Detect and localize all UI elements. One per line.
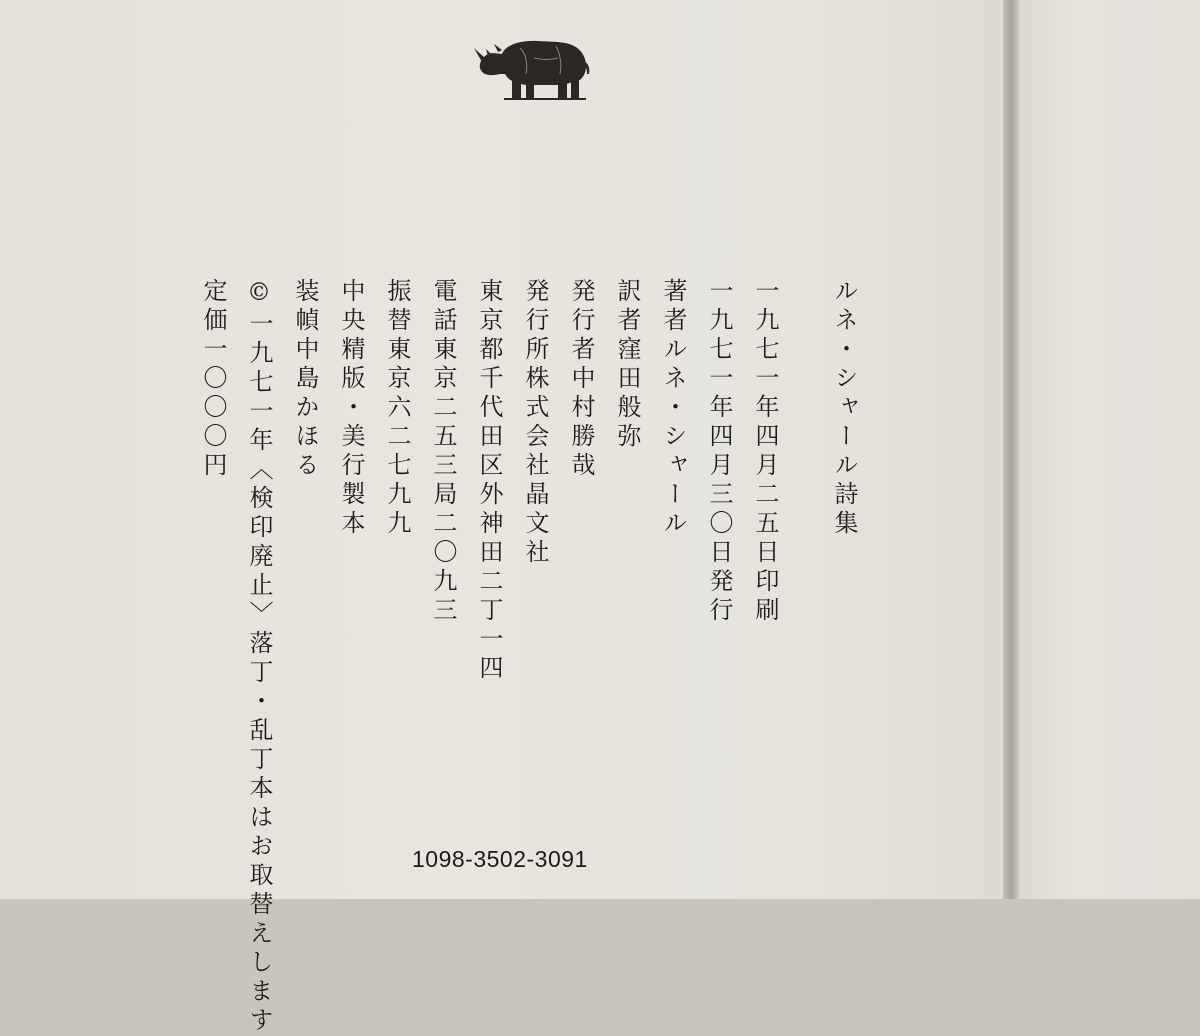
publish-date: 一九七一年四月三〇日発行 <box>705 278 733 626</box>
phone-line: 電話東京二五三局二〇九三 <box>429 278 457 626</box>
print-date: 一九七一年四月二五日印刷 <box>751 278 779 626</box>
price-line: 定価一〇〇〇円 <box>199 278 227 481</box>
author-line: 著者ルネ・シャール <box>659 278 687 539</box>
book-gutter <box>1003 0 1019 899</box>
book-title: ルネ・シャール詩集 <box>830 278 858 539</box>
translator-line: 訳者窪田般弥 <box>613 278 641 452</box>
cover-design-line: 装幀中島かほる <box>291 278 319 481</box>
copyright-line: ©一九七一年〈検印廃止〉落丁・乱丁本はお取替えします <box>245 278 273 1036</box>
right-page <box>1019 0 1200 899</box>
address-line: 東京都千代田区外神田二丁一四 <box>475 278 503 684</box>
publisher-line: 発行者中村勝哉 <box>567 278 595 481</box>
printer-binder-line: 中央精版・美行製本 <box>337 278 365 539</box>
transfer-account-line: 振替東京六二七九九 <box>383 278 411 539</box>
publishing-house-line: 発行所株式会社晶文社 <box>521 278 549 568</box>
book-code: 1098-3502-3091 <box>412 846 588 872</box>
rhinoceros-icon <box>472 30 600 104</box>
